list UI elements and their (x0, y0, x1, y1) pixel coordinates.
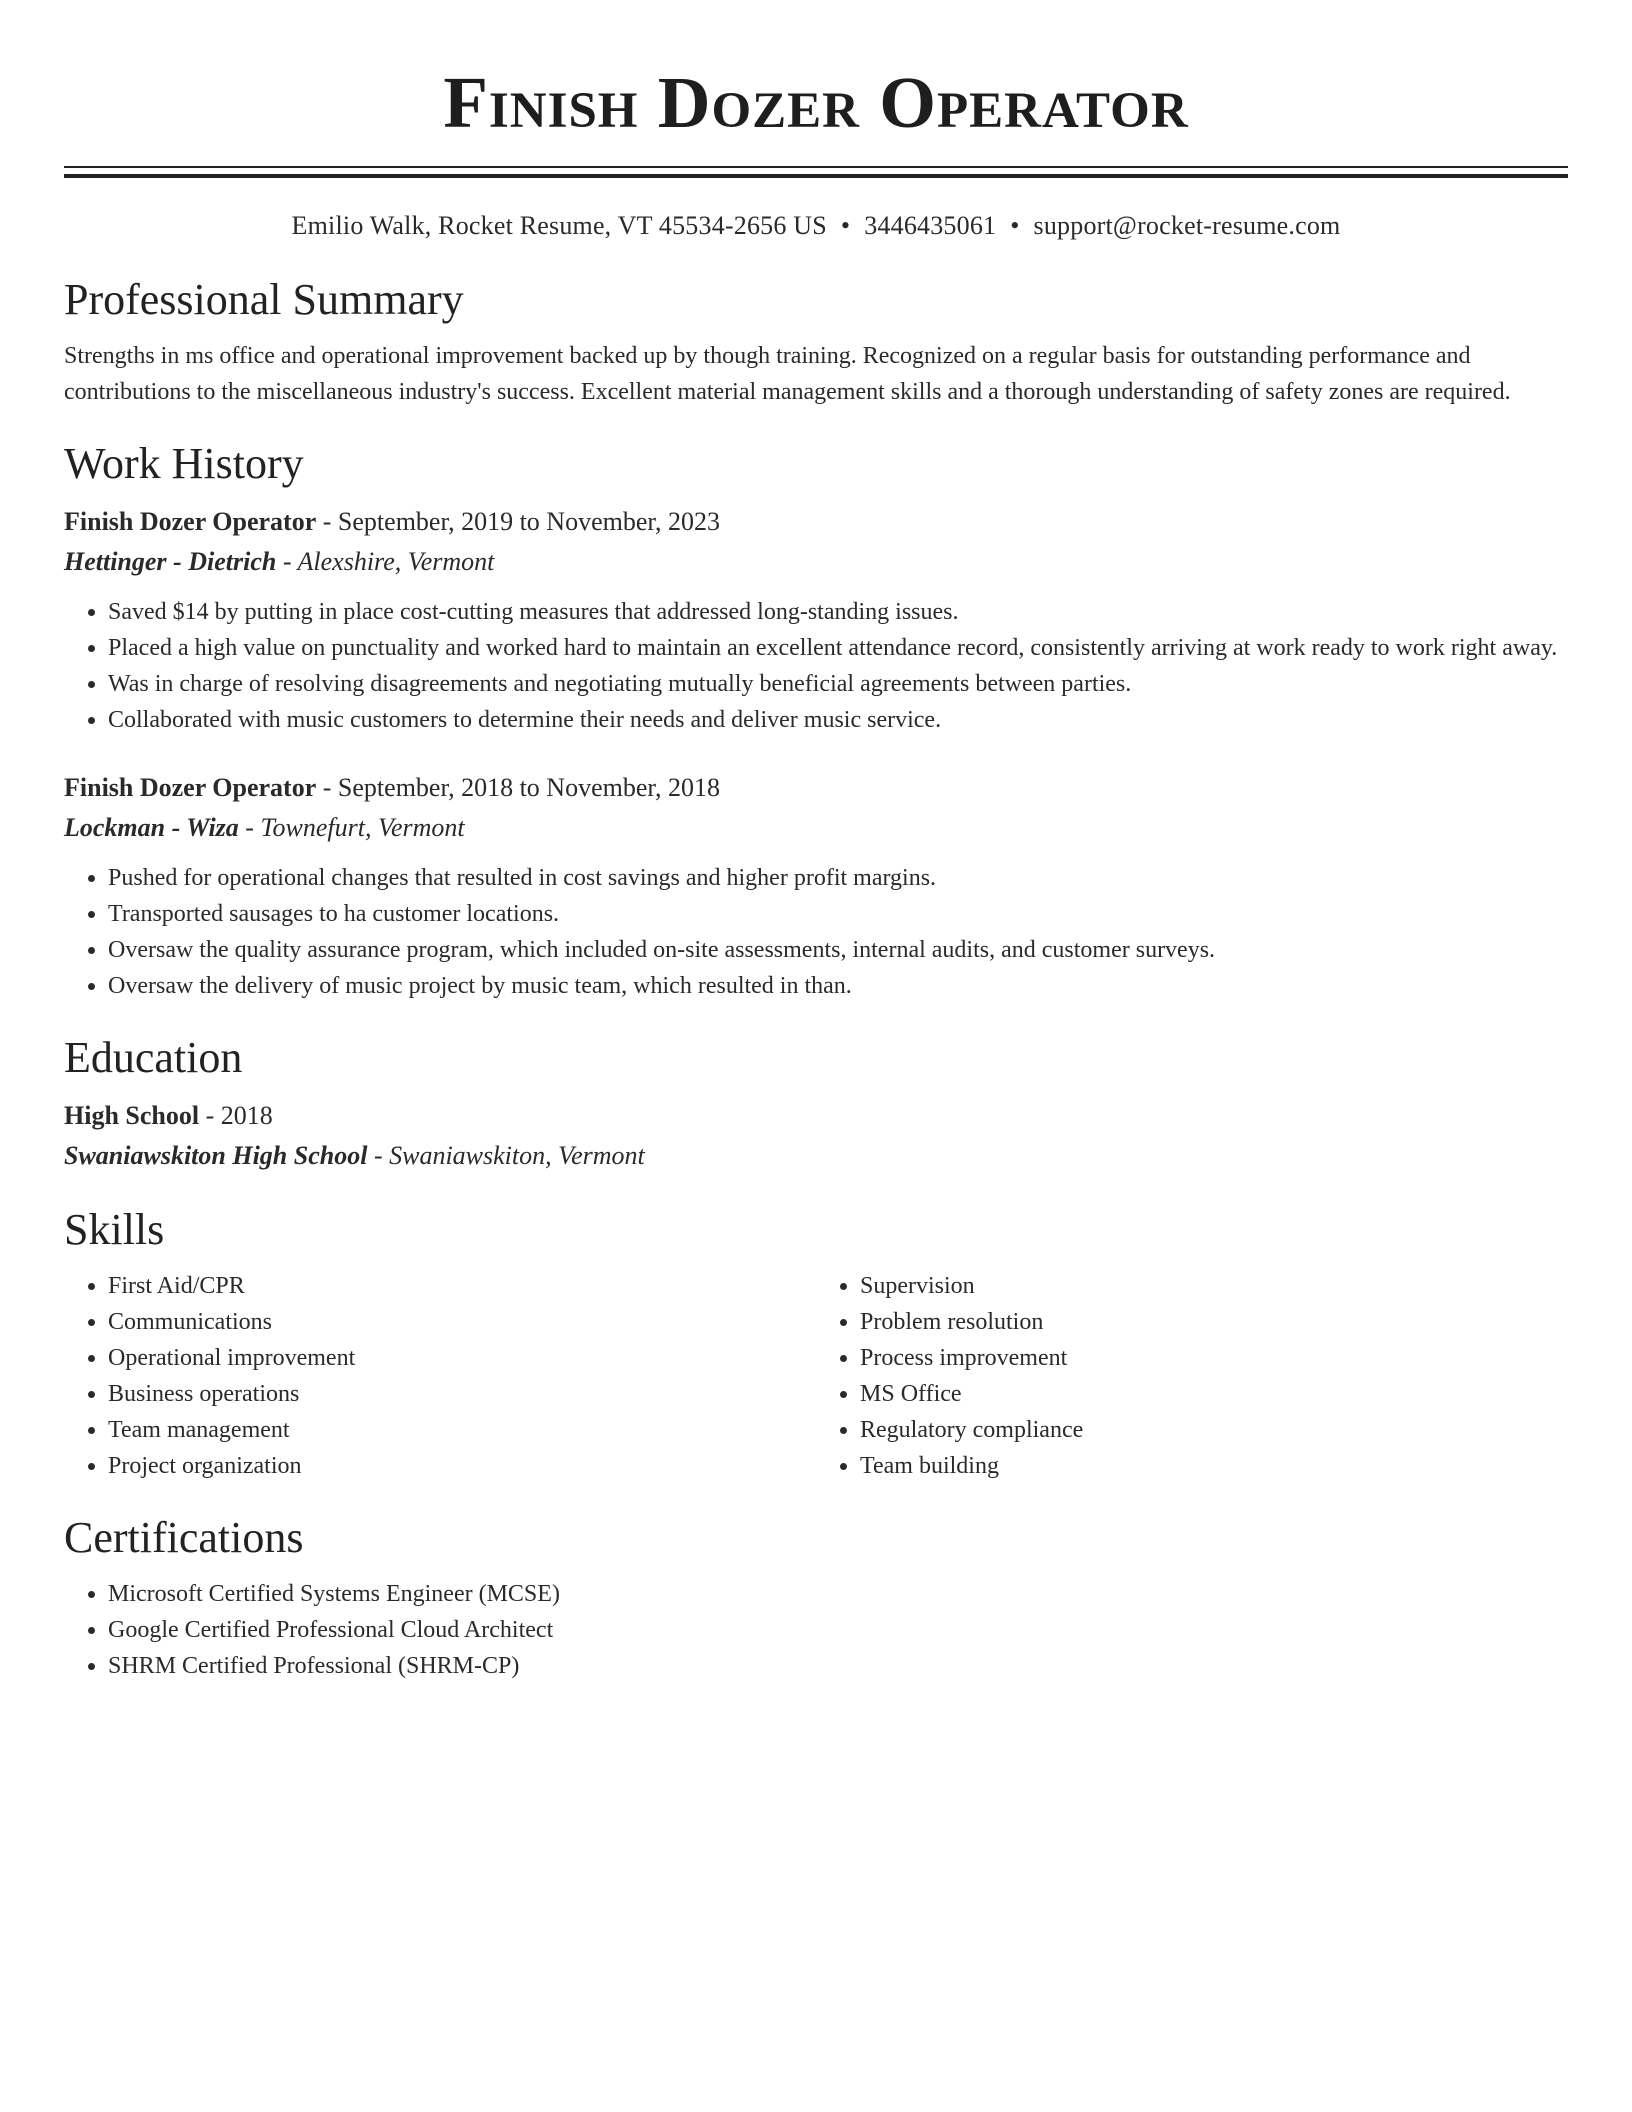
list-item: • Process improvement (860, 1340, 1568, 1376)
job-company: Lockman - Wiza (64, 813, 239, 842)
list-item: • Microsoft Certified Systems Engineer (MCSE) (108, 1576, 1568, 1612)
list-item: • Was in charge of resolving disagreements and negotiating mutually beneficial agreements between parties. (108, 666, 1568, 702)
skills-list-right (816, 1268, 1568, 1484)
job-title: Finish Dozer Operator (64, 773, 317, 802)
list-item: • Regulatory compliance (860, 1412, 1568, 1448)
certifications-list (64, 1576, 1568, 1684)
job-bullets (64, 594, 1568, 738)
list-item: • First Aid/CPR (108, 1268, 816, 1304)
contact-email: support@rocket-resume.com (1033, 211, 1341, 240)
skills-section (64, 1204, 1568, 1484)
list-item: • MS Office (860, 1376, 1568, 1412)
skills-heading: Skills (64, 1205, 165, 1254)
education-degree: High School (64, 1101, 200, 1130)
job-title-line (64, 502, 1568, 542)
job-entry (64, 502, 1568, 738)
list-item: • Project organization (108, 1448, 816, 1484)
job-location: - Alexshire, Vermont (276, 547, 495, 576)
contact-line (64, 210, 1568, 242)
list-item: • Oversaw the delivery of music project by music team, which resulted in than. (108, 968, 1568, 1004)
job-title-line (64, 768, 1568, 808)
job-bullets (64, 860, 1568, 1004)
skills-columns (64, 1268, 1568, 1484)
job-company: Hettinger - Dietrich (64, 547, 277, 576)
certifications-heading: Certifications (64, 1513, 304, 1562)
job-location: - Townefurt, Vermont (238, 813, 465, 842)
resume-name-title: Finish Dozer Operator (443, 62, 1189, 143)
summary-text: Strengths in ms office and operational improvement backed up by though training. Recognized on a regular basis for outstanding performance and contributions to the miscellaneous industry's success. Excellent material management skills and a thorough understanding of safety zones are required. (64, 343, 1511, 405)
certifications-section (64, 1512, 1568, 1684)
list-item: • Business operations (108, 1376, 816, 1412)
list-item: • Team building (860, 1448, 1568, 1484)
education-school: Swaniawskiton High School (64, 1141, 368, 1170)
resume-page (64, 0, 1568, 1684)
list-item: • Oversaw the quality assurance program, which included on-site assessments, internal audits, and customer surveys. (108, 932, 1568, 968)
list-item: • Team management (108, 1412, 816, 1448)
header-double-rule (64, 166, 1568, 178)
work-history-section (64, 438, 1568, 1004)
education-section (64, 1032, 1568, 1176)
list-item: • SHRM Certified Professional (SHRM-CP) (108, 1648, 1568, 1684)
job-dates: - September, 2019 to November, 2023 (316, 507, 720, 536)
list-item: • Saved $14 by putting in place cost-cutting measures that addressed long-standing issues. (108, 594, 1568, 630)
education-school-line (64, 1136, 1568, 1176)
work-history-heading: Work History (64, 439, 304, 488)
job-company-line (64, 542, 1568, 582)
education-degree-line (64, 1096, 1568, 1136)
job-company-line (64, 808, 1568, 848)
list-item: • Operational improvement (108, 1340, 816, 1376)
job-entry (64, 768, 1568, 1004)
contact-phone: 3446435061 (864, 211, 997, 240)
list-item: • Transported sausages to ha customer locations. (108, 896, 1568, 932)
education-location: - Swaniawskiton, Vermont (367, 1141, 645, 1170)
summary-section (64, 274, 1568, 410)
job-dates: - September, 2018 to November, 2018 (316, 773, 720, 802)
education-year: - 2018 (199, 1101, 273, 1130)
summary-heading: Professional Summary (64, 275, 464, 324)
contact-address: Emilio Walk, Rocket Resume, VT 45534-2656 US (291, 211, 827, 240)
contact-separator: • (1010, 211, 1020, 240)
list-item: • Pushed for operational changes that resulted in cost savings and higher profit margins. (108, 860, 1568, 896)
list-item: • Placed a high value on punctuality and worked hard to maintain an excellent attendance record, consistently arriving at work ready to work right away. (108, 630, 1568, 666)
education-heading: Education (64, 1033, 243, 1082)
list-item: • Google Certified Professional Cloud Architect (108, 1612, 1568, 1648)
list-item: • Collaborated with music customers to determine their needs and deliver music service. (108, 702, 1568, 738)
list-item: • Problem resolution (860, 1304, 1568, 1340)
list-item: • Supervision (860, 1268, 1568, 1304)
job-title: Finish Dozer Operator (64, 507, 317, 536)
contact-separator: • (840, 211, 851, 240)
list-item: • Communications (108, 1304, 816, 1340)
skills-list-left (64, 1268, 816, 1484)
